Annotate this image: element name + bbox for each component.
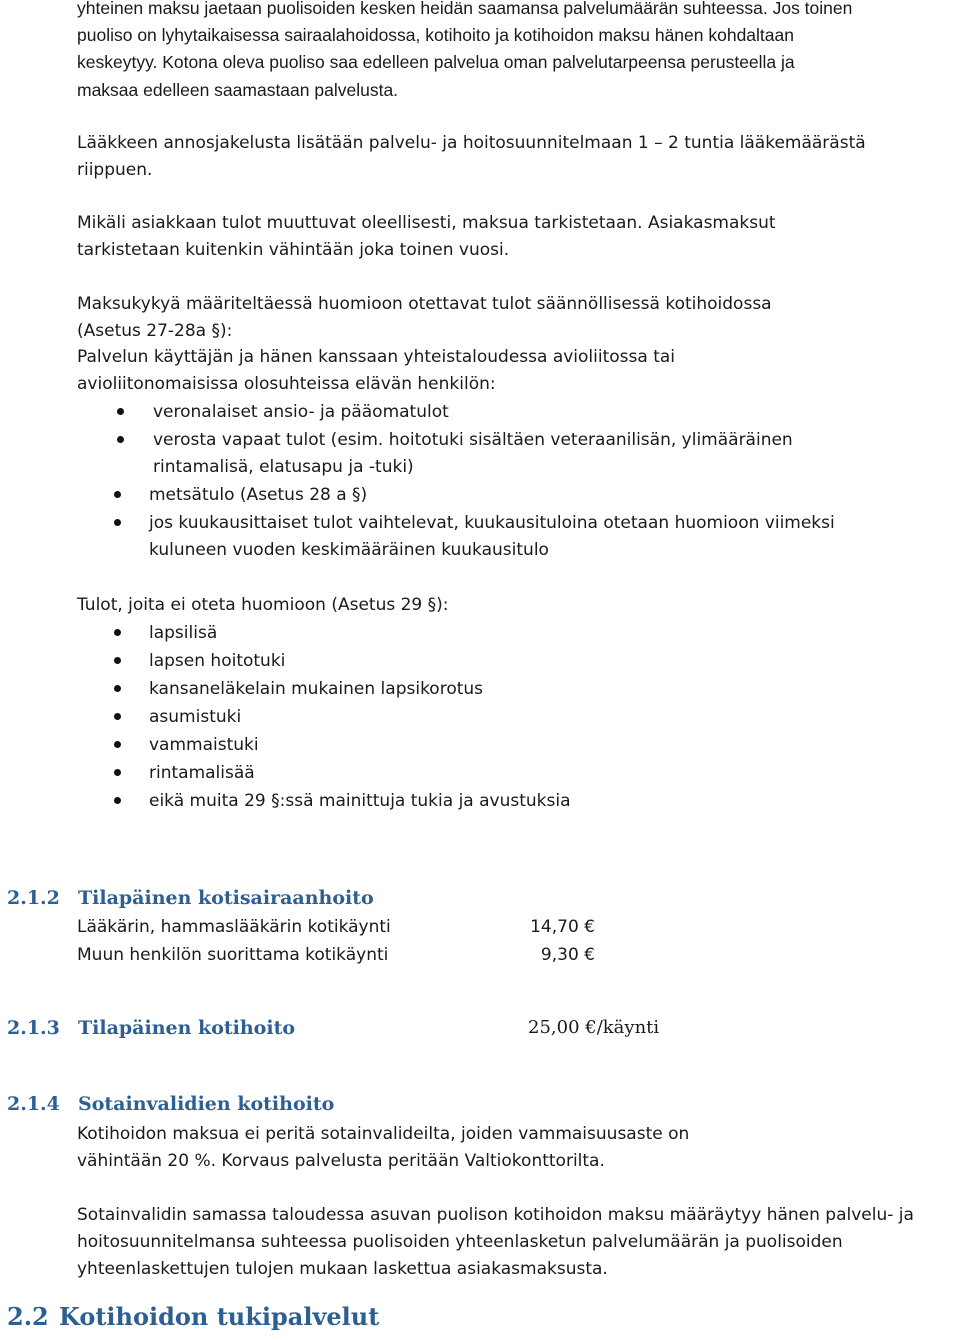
bullet-icon (114, 741, 121, 748)
fee-price: 14,70 € (530, 917, 595, 937)
bullet-icon (114, 769, 121, 776)
paragraph-line: vähintään 20 %. Korvaus palvelusta peritään Valtiokonttorilta. (77, 1151, 605, 1171)
paragraph-line: avioliitonomaisissa olosuhteissa elävän henkilön: (77, 374, 496, 394)
section-number: 2.1.4 (7, 1093, 60, 1115)
list-item: eikä muita 29 §:ssä mainittuja tukia ja avustuksia (149, 791, 571, 811)
paragraph-line: Lääkkeen annosjakelusta lisätään palvelu- ja hoitosuunnitelmaan 1 – 2 tuntia lääkemäärästä (77, 133, 866, 153)
section-heading-2-1-2 (7, 886, 374, 910)
bullet-icon (114, 491, 121, 498)
paragraph-line: yhteenlaskettujen tulojen mukaan laskettua asiakasmaksusta. (77, 1259, 608, 1279)
bullet-icon (114, 713, 121, 720)
section-number: 2.1.3 (7, 1017, 60, 1039)
list-item-continued: kuluneen vuoden keskimääräinen kuukausitulo (149, 540, 549, 560)
paragraph-line: keskeytyy. Kotona oleva puoliso saa edelleen palvelua oman palvelutarpeensa perusteella ja (77, 52, 795, 72)
fee-label: Muun henkilön suorittama kotikäynti (77, 945, 389, 965)
paragraph-line: (Asetus 27-28a §): (77, 321, 233, 341)
list-item: verosta vapaat tulot (esim. hoitotuki sisältäen veteraanilisän, ylimääräinen (153, 430, 793, 450)
section-title: Sotainvalidien kotihoito (78, 1093, 335, 1115)
paragraph-line: hoitosuunnitelmansa suhteessa puolisoiden yhteenlasketun palvelumäärän ja puolisoiden (77, 1232, 843, 1252)
list-title: Tulot, joita ei oteta huomioon (Asetus 29 §): (77, 595, 449, 615)
fee-price: 9,30 € (540, 945, 595, 965)
fee-label: Lääkärin, hammaslääkärin kotikäynti (77, 917, 391, 937)
bullet-icon (114, 797, 121, 804)
bullet-icon (114, 685, 121, 692)
list-item: lapsen hoitotuki (149, 651, 286, 671)
paragraph-line: Sotainvalidin samassa taloudessa asuvan puolison kotihoidon maksu määräytyy hänen palvelu- ja (77, 1205, 914, 1225)
list-item: lapsilisä (149, 623, 218, 643)
section-heading-2-1-4 (7, 1092, 335, 1116)
paragraph-line: Palvelun käyttäjän ja hänen kanssaan yhteistaloudessa avioliitossa tai (77, 347, 676, 367)
paragraph-line: yhteinen maksu jaetaan puolisoiden kesken heidän saamansa palvelumäärän suhteessa. Jos toinen (77, 0, 853, 18)
bullet-icon (114, 519, 121, 526)
paragraph-line: tarkistetaan kuitenkin vähintään joka toinen vuosi. (77, 240, 510, 260)
list-item: kansaneläkelain mukainen lapsikorotus (149, 679, 484, 699)
list-item: rintamalisää (149, 763, 255, 783)
bullet-icon (114, 657, 121, 664)
section-title: Tilapäinen kotisairaanhoito (78, 887, 374, 909)
list-item: jos kuukausittaiset tulot vaihtelevat, kuukausituloina otetaan huomioon viimeksi (149, 513, 835, 533)
section-title: Kotihoidon tukipalvelut (59, 1302, 380, 1331)
section-heading-2-1-3 (7, 1016, 296, 1040)
section-number: 2.1.2 (7, 887, 60, 909)
bullet-icon (117, 408, 124, 415)
list-item: veronalaiset ansio- ja pääomatulot (153, 402, 449, 422)
section-title: Tilapäinen kotihoito (78, 1017, 296, 1039)
paragraph-line: Kotihoidon maksua ei peritä sotainvalideilta, joiden vammaisuusaste on (77, 1124, 690, 1144)
paragraph-line: Maksukykyä määriteltäessä huomioon otettavat tulot säännöllisessä kotihoidossa (77, 294, 772, 314)
fee-price: 25,00 €/käynti (528, 1017, 660, 1038)
section-number: 2.2 (7, 1302, 49, 1331)
bullet-icon (117, 436, 124, 443)
paragraph-line: puoliso on lyhytaikaisessa sairaalahoidossa, kotihoito ja kotihoidon maksu hänen kohdaltaan (77, 25, 794, 45)
section-heading-2-2 (7, 1302, 380, 1332)
list-item: vammaistuki (149, 735, 259, 755)
list-item-continued: rintamalisä, elatusapu ja -tuki) (153, 457, 414, 477)
bullet-icon (114, 629, 121, 636)
list-item: metsätulo (Asetus 28 a §) (149, 485, 368, 505)
list-item: asumistuki (149, 707, 242, 727)
paragraph-line: maksaa edelleen saamastaan palvelusta. (77, 80, 399, 100)
paragraph-line: Mikäli asiakkaan tulot muuttuvat oleellisesti, maksua tarkistetaan. Asiakasmaksut (77, 213, 776, 233)
paragraph-line: riippuen. (77, 160, 153, 180)
